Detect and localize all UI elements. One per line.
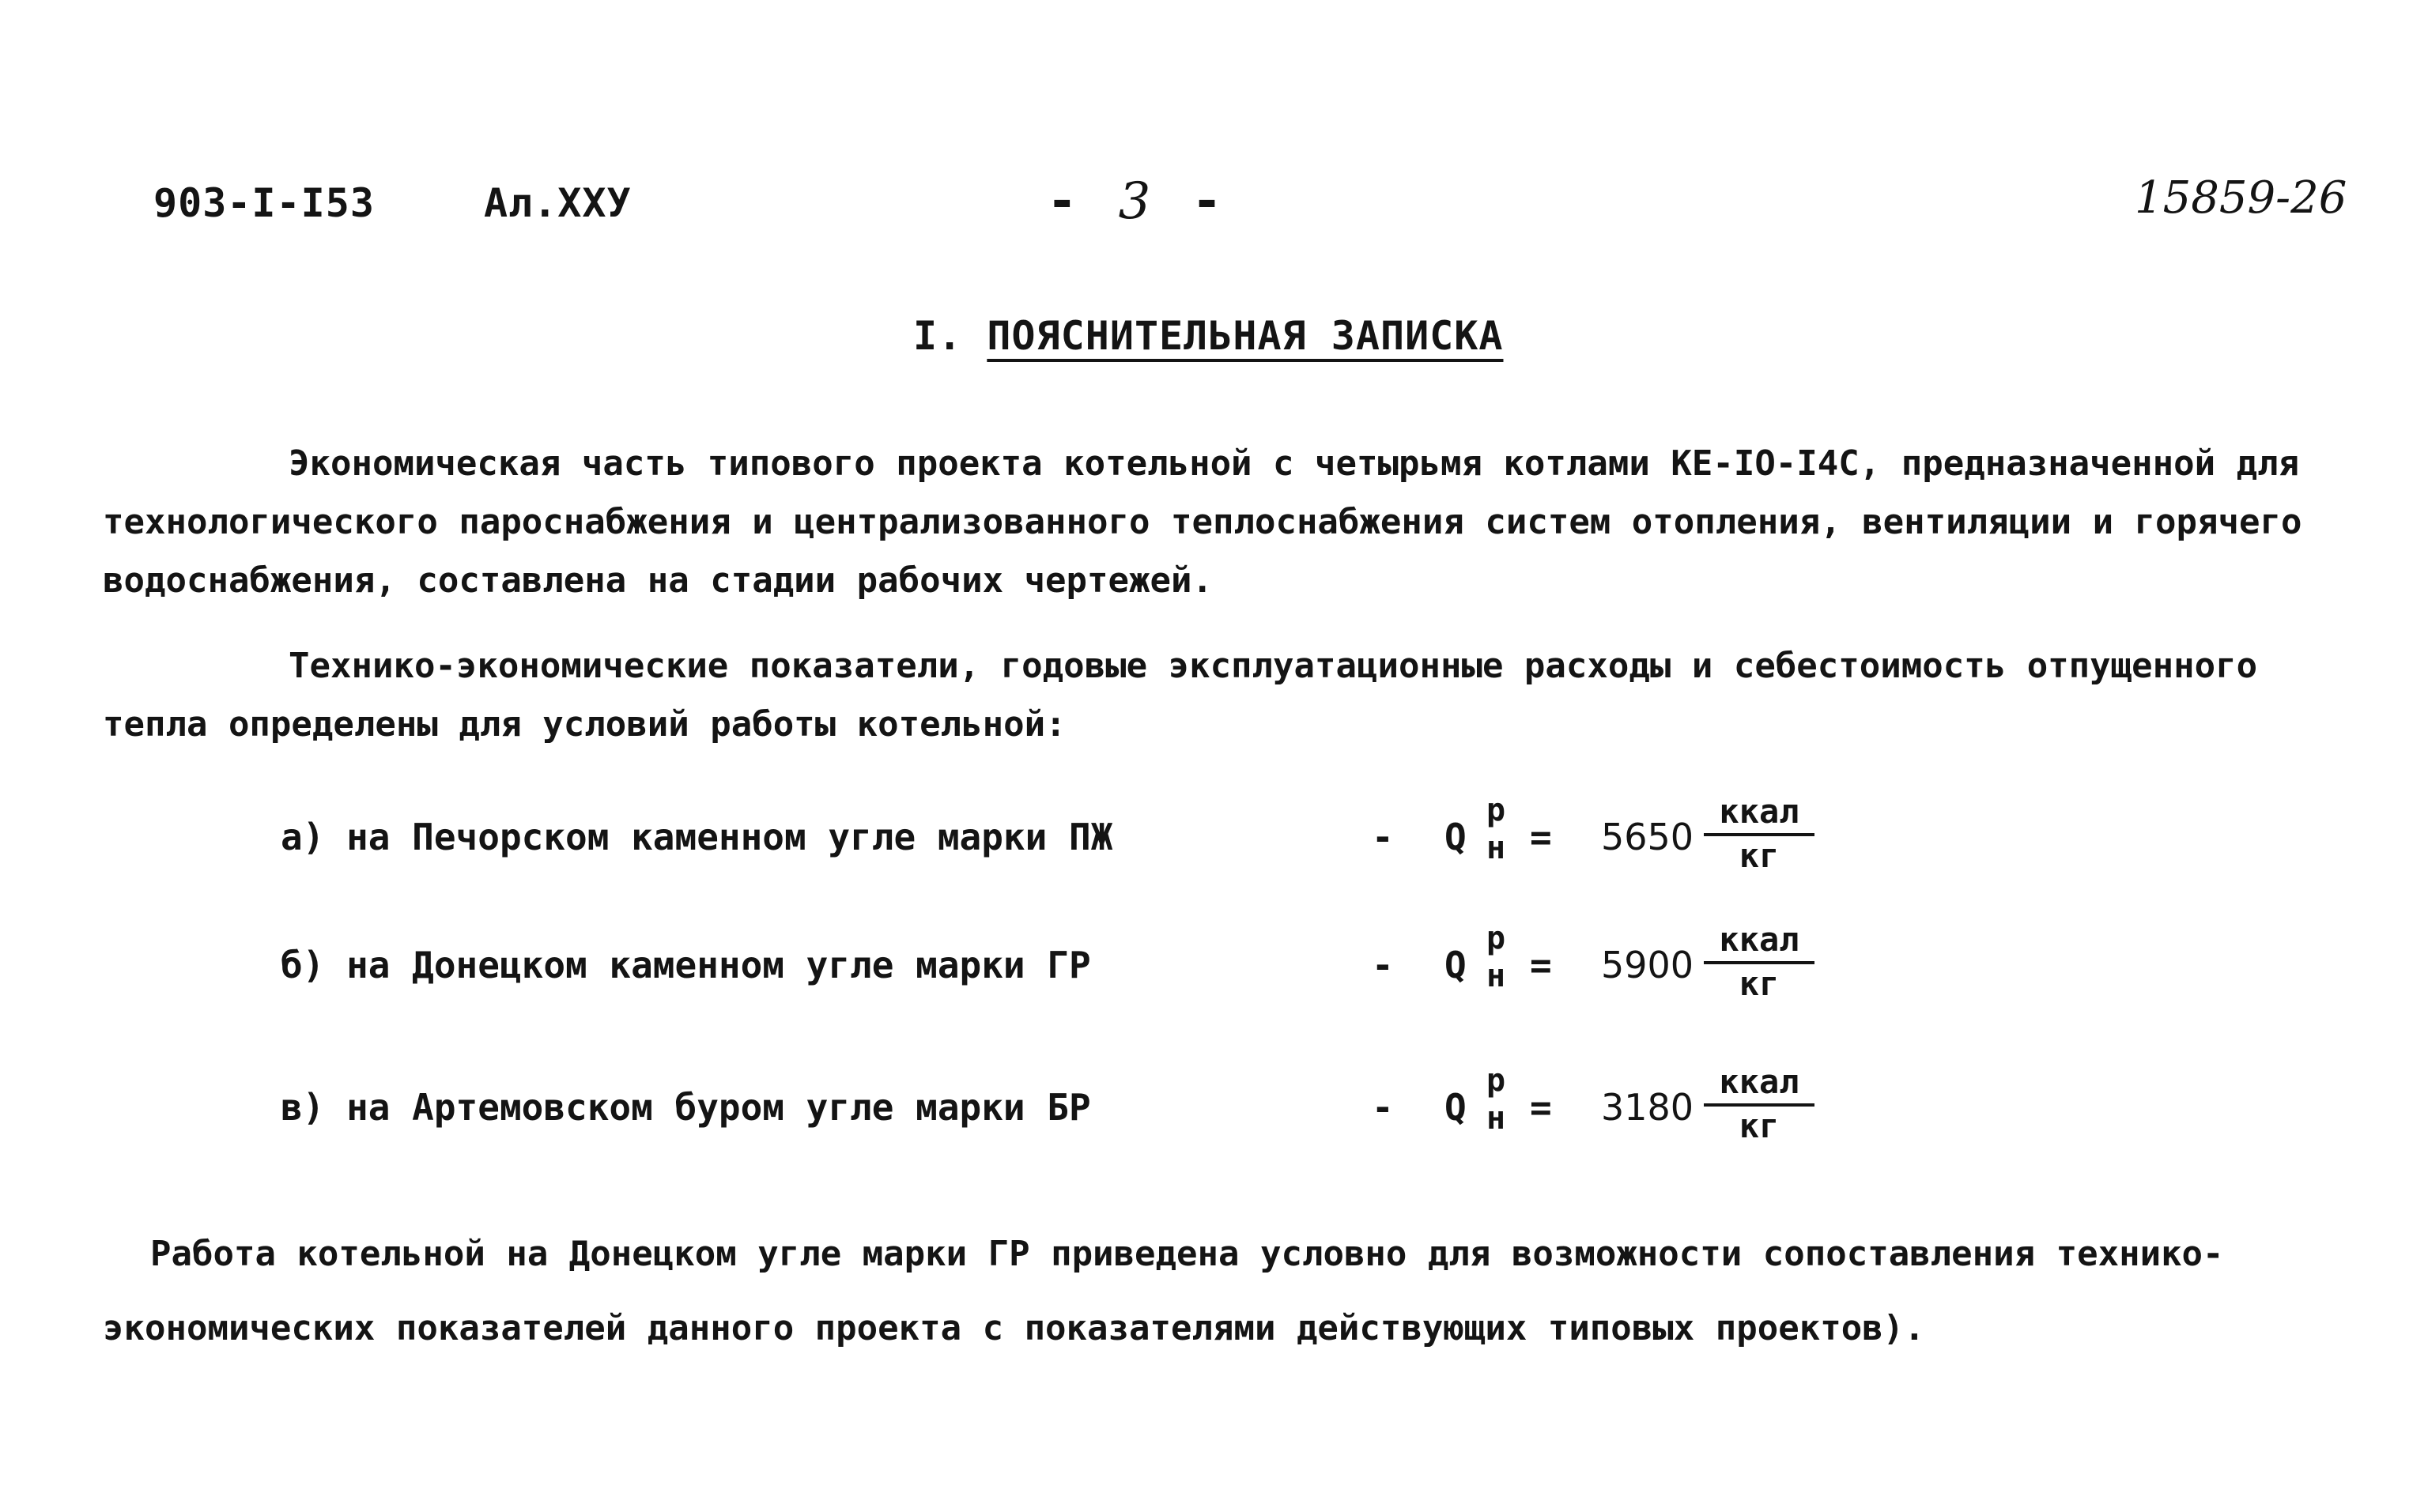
heat-value-symbol: Q (1444, 816, 1467, 858)
fuel-dash: - (1372, 816, 1394, 858)
unit-numerator: ккал (1704, 792, 1814, 836)
page-number (1052, 172, 1218, 231)
fuel-dash: - (1372, 1086, 1394, 1129)
unit-denominator: кг (1739, 964, 1780, 1003)
equals-sign: = (1530, 944, 1552, 986)
project-code: 903-I-I53 (153, 180, 375, 226)
fuel-dash: - (1372, 944, 1394, 986)
fuel-label: б) на Донецком каменном угле марки ГР (281, 944, 1091, 986)
unit-denominator: кг (1739, 1107, 1780, 1145)
unit-numerator: ккал (1704, 1062, 1814, 1107)
heat-value-superscript: р (1486, 920, 1506, 956)
heat-value: 3180 (1601, 1086, 1694, 1129)
heat-value-superscript: р (1486, 1062, 1506, 1099)
heat-value: 5650 (1601, 816, 1694, 858)
fuel-label: в) на Артемовском буром угле марки БР (281, 1086, 1091, 1129)
paragraph-intro-text: Экономическая часть типового проекта котельной с четырьмя котлами КЕ-IO-I4С, предназначенной для технологического пароснабжения и централизованного теплоснабжения систем отопления, вентиляции и горячего водоснабжения, составлена на стадии рабочих чертежей. (103, 443, 2302, 601)
heat-value-subscript: н (1486, 958, 1506, 994)
album-number: Ал.ХХУ (484, 180, 632, 226)
paragraph-intro (103, 435, 2364, 610)
fuel-row-pechora (281, 792, 1862, 879)
heat-value-symbol: Q (1444, 944, 1467, 986)
heat-value-superscript: р (1486, 792, 1506, 828)
unit-numerator: ккал (1704, 920, 1814, 964)
paragraph-note-text: Работа котельной на Донецком угле марки ГР приведена условно для возможности сопоставления технико-экономических показателей данного проекта с показателями действующих типовых проектов). (103, 1234, 2224, 1348)
fuel-row-donetsk (281, 920, 1862, 1007)
paragraph-note (103, 1217, 2364, 1366)
heat-value: 5900 (1601, 944, 1694, 986)
page-number-value: 3 (1118, 172, 1151, 231)
unit-fraction (1704, 920, 1814, 1004)
handwritten-sheet-id: 15859-26 (2135, 172, 2347, 224)
fuel-row-artemovsk (281, 1062, 1862, 1149)
unit-fraction (1704, 792, 1814, 876)
fuel-label: а) на Печорском каменном угле марки ПЖ (281, 816, 1113, 858)
section-numeral: I. (913, 313, 963, 359)
paragraph-conditions-text: Технико-экономические показатели, годовые эксплуатационные расходы и себестоимость отпущенного тепла определены для условий работы котельной: (103, 646, 2258, 745)
unit-denominator: кг (1739, 836, 1780, 875)
equals-sign: = (1530, 1086, 1552, 1129)
equals-sign: = (1530, 816, 1552, 858)
unit-fraction (1704, 1062, 1814, 1146)
section-title-text: ПОЯСНИТЕЛЬНАЯ ЗАПИСКА (987, 313, 1504, 359)
heat-value-subscript: н (1486, 1100, 1506, 1137)
heat-value-subscript: н (1486, 830, 1506, 866)
page-dash-left: - (1052, 172, 1073, 231)
heat-value-symbol: Q (1444, 1086, 1467, 1129)
page-dash-right: - (1196, 172, 1218, 231)
paragraph-conditions (103, 637, 2364, 754)
section-title (913, 313, 1503, 359)
